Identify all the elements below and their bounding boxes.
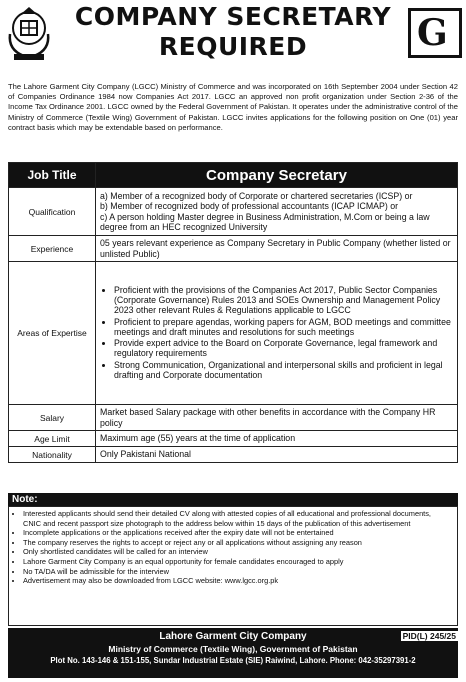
qualification-value <box>96 188 458 236</box>
footer-ministry: Ministry of Commerce (Textile Wing), Government of Pakistan <box>108 644 358 654</box>
notes-list <box>9 509 457 586</box>
footer-company: Lahore Garment City Company <box>159 631 307 642</box>
age-limit-label: Age Limit <box>9 431 96 447</box>
expertise-list <box>100 285 453 381</box>
qualification-item: c) A person holding Master degree in Business Administration, M.Com or being a law degree from an HEC recognized University <box>100 211 430 232</box>
note-heading: Note: <box>8 493 458 506</box>
list-item: • Advertisement may also be downloaded from LGCC website: www.lgcc.org.pk <box>23 576 451 586</box>
list-item: • Proficient to prepare agendas, working papers for AGM, BOD meetings and committee meetings and draft minutes and resolutions for such meetings <box>114 317 453 338</box>
table-header-row <box>9 163 458 188</box>
lgcc-logo <box>408 8 462 58</box>
intro-paragraph: The Lahore Garment City Company (LGCC) Ministry of Commerce and was incorporated on 16th September 2004 under Section 42 of Companies Ordinance 1984 now Companies Act 2017. LGCC an approved non profit organization under Section 2-36 of the Income Tax Ordinance 2001. LGCC owned by the Federal Government of Pakistan. It operates under the administrative control of the Ministry of Commerce (Textile Wing) Government of Pakistan. LGCC invites applications for the following position on One (01) year contract basis which may be extendable based on performance. <box>8 82 458 132</box>
experience-label: Experience <box>9 236 96 262</box>
pid-number: PID(L) 245/25 <box>402 631 456 641</box>
job-details-table <box>8 162 458 463</box>
nationality-value: Only Pakistani National <box>96 447 458 463</box>
position-header: Company Secretary <box>96 163 458 188</box>
list-item: • Interested applicants should send their detailed CV along with attested copies of all educational and professional documents, CNIC and recent passport size photograph to the address below within 15 days of the publication of this advertisement <box>23 509 451 528</box>
notes-box <box>8 506 458 626</box>
experience-value: 05 years relevant experience as Company Secretary in Public Company (whether listed or unlisted Public) <box>96 236 458 262</box>
qualification-item: b) Member of recognized body of professional accountants (ICAP ICMAP) or <box>100 201 399 212</box>
salary-value: Market based Salary package with other benefits in accordance with the Company HR policy <box>96 405 458 431</box>
qualification-item: a) Member of a recognized body of Corporate or chartered secretaries (ICSP) or <box>100 190 413 201</box>
list-item: • Lahore Garment City Company is an equal opportunity for female candidates encouraged to apply <box>23 557 451 567</box>
list-item: • Only shortlisted candidates will be called for an interview <box>23 547 451 557</box>
government-emblem-icon <box>4 4 54 64</box>
list-item: • The company reserves the rights to accept or reject any or all applications without assigning any reason <box>23 538 451 548</box>
expertise-value <box>96 262 458 405</box>
footer <box>8 628 458 678</box>
expertise-label: Areas of Expertise <box>9 262 96 405</box>
table-row <box>9 405 458 431</box>
page-title-line1: COMPANY SECRETARY <box>74 2 392 31</box>
age-limit-value: Maximum age (55) years at the time of application <box>96 431 458 447</box>
salary-label: Salary <box>9 405 96 431</box>
list-item: • Strong Communication, Organizational and interpersonal skills and proficient in legal drafting and Corporate documentation <box>114 360 453 381</box>
table-row <box>9 431 458 447</box>
list-item: • No TA/DA will be admissible for the interview <box>23 567 451 577</box>
list-item: • Proficient with the provisions of the Companies Act 2017, Public Sector Companies (Corporate Governance) Rules 2013 and SOEs Ownership and Management Policy 2023 other relevant Rules & Regulations applicable to LGCC <box>114 285 453 316</box>
page-title-line2: REQUIRED <box>158 32 308 61</box>
table-row <box>9 236 458 262</box>
job-title-header: Job Title <box>9 163 96 188</box>
footer-address: Plot No. 143-146 & 151-155, Sundar Industrial Estate (SIE) Raiwind, Lahore. Phone: 042-35297391-2 <box>50 656 416 665</box>
table-row <box>9 188 458 236</box>
list-item: • Provide expert advice to the Board on Corporate Governance, legal framework and regulatory requirements <box>114 338 453 359</box>
list-item: • Incomplete applications or the applications received after the expiry date will not be entertained <box>23 528 451 538</box>
logo-letter: G <box>417 12 448 54</box>
qualification-label: Qualification <box>9 188 96 236</box>
nationality-label: Nationality <box>9 447 96 463</box>
table-row <box>9 262 458 405</box>
table-row <box>9 447 458 463</box>
